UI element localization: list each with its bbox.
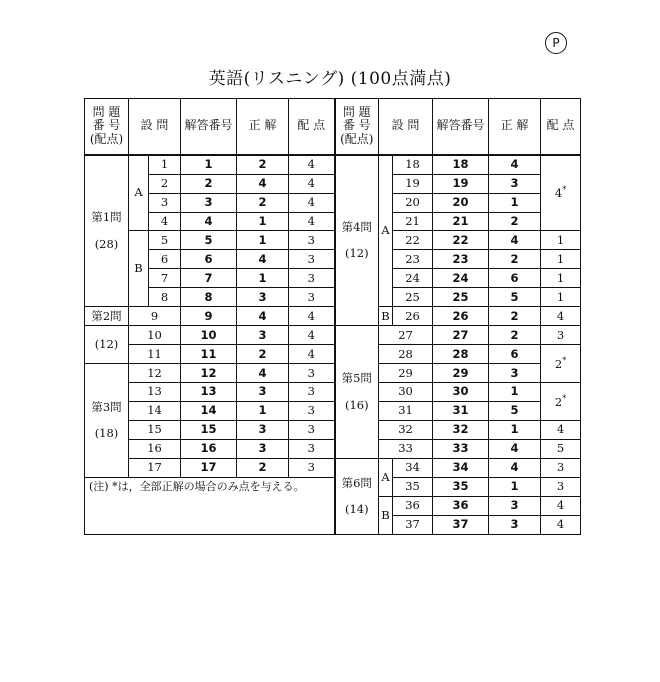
answer: 2 bbox=[237, 193, 289, 212]
subpart-b: B bbox=[129, 231, 149, 307]
table-row bbox=[85, 212, 581, 231]
question-number: 23 bbox=[393, 250, 433, 269]
question-number: 32 bbox=[379, 421, 433, 440]
question-number: 35 bbox=[393, 477, 433, 496]
answer-number: 2 bbox=[181, 174, 237, 193]
subpart-b: B bbox=[379, 307, 393, 326]
points: 5 bbox=[541, 439, 581, 458]
table-row bbox=[85, 250, 581, 269]
table-row bbox=[85, 364, 581, 383]
question-number: 5 bbox=[149, 231, 181, 250]
header-seikai: 正 解 bbox=[489, 99, 541, 155]
subpart-b: B bbox=[379, 496, 393, 534]
question-number: 2 bbox=[149, 174, 181, 193]
table-row bbox=[85, 193, 581, 212]
answer-number: 17 bbox=[181, 458, 237, 477]
section-5-cell: 第5問 (16) bbox=[335, 326, 379, 459]
answer: 4 bbox=[237, 174, 289, 193]
points: 4 bbox=[289, 307, 335, 326]
table-row bbox=[85, 421, 581, 440]
table-row bbox=[85, 345, 581, 364]
question-number: 8 bbox=[149, 288, 181, 307]
question-number: 7 bbox=[149, 269, 181, 288]
header-row bbox=[85, 99, 581, 155]
footnote: (注) *は，全部正解の場合のみ点を与える。 bbox=[85, 477, 335, 534]
points: 4 bbox=[289, 326, 335, 345]
answer: 3 bbox=[237, 383, 289, 402]
points-group: 4* bbox=[541, 155, 581, 231]
points: 1 bbox=[541, 288, 581, 307]
answer: 2 bbox=[237, 345, 289, 364]
question-number: 36 bbox=[393, 496, 433, 515]
points: 3 bbox=[289, 231, 335, 250]
p-circle-mark: P bbox=[545, 32, 567, 54]
answer-number: 11 bbox=[181, 345, 237, 364]
answer: 1 bbox=[237, 212, 289, 231]
answer: 1 bbox=[237, 269, 289, 288]
table-row bbox=[85, 155, 581, 175]
answer-number: 36 bbox=[433, 496, 489, 515]
answer: 3 bbox=[237, 326, 289, 345]
answer-number: 21 bbox=[433, 212, 489, 231]
answer-number: 6 bbox=[181, 250, 237, 269]
question-number: 6 bbox=[149, 250, 181, 269]
answer: 5 bbox=[489, 402, 541, 421]
section-6-cell: 第6問 (14) bbox=[335, 458, 379, 534]
table-row bbox=[85, 288, 581, 307]
question-number: 30 bbox=[379, 383, 433, 402]
question-number: 26 bbox=[393, 307, 433, 326]
answer: 1 bbox=[237, 231, 289, 250]
answer: 5 bbox=[489, 288, 541, 307]
question-number: 31 bbox=[379, 402, 433, 421]
header-setsumon: 設 問 bbox=[379, 99, 433, 155]
header-kaitou-bangou: 解答番号 bbox=[433, 99, 489, 155]
points: 3 bbox=[289, 250, 335, 269]
question-number: 20 bbox=[393, 193, 433, 212]
answer-number: 10 bbox=[181, 326, 237, 345]
subpart-a: A bbox=[379, 458, 393, 496]
table-row bbox=[85, 402, 581, 421]
question-number: 29 bbox=[379, 364, 433, 383]
answer-number: 27 bbox=[433, 326, 489, 345]
answer-number: 19 bbox=[433, 174, 489, 193]
table-row bbox=[85, 174, 581, 193]
question-number: 18 bbox=[393, 155, 433, 175]
points: 3 bbox=[289, 402, 335, 421]
points: 1 bbox=[541, 231, 581, 250]
answer: 1 bbox=[237, 402, 289, 421]
section-2-name: 第2問 bbox=[85, 307, 129, 326]
points: 4 bbox=[289, 345, 335, 364]
points: 4 bbox=[289, 174, 335, 193]
answer: 1 bbox=[489, 193, 541, 212]
question-number: 37 bbox=[393, 515, 433, 534]
answer-number: 13 bbox=[181, 383, 237, 402]
answer-number: 8 bbox=[181, 288, 237, 307]
subpart-a: A bbox=[129, 155, 149, 231]
points: 4 bbox=[541, 515, 581, 534]
answer-number: 37 bbox=[433, 515, 489, 534]
answer: 2 bbox=[237, 155, 289, 175]
question-number: 1 bbox=[149, 155, 181, 175]
answer-number: 30 bbox=[433, 383, 489, 402]
answer-number: 14 bbox=[181, 402, 237, 421]
points: 4 bbox=[541, 421, 581, 440]
question-number: 21 bbox=[393, 212, 433, 231]
answer: 4 bbox=[489, 231, 541, 250]
question-number: 27 bbox=[379, 326, 433, 345]
answer-number: 4 bbox=[181, 212, 237, 231]
answer-number: 20 bbox=[433, 193, 489, 212]
answer-number: 7 bbox=[181, 269, 237, 288]
question-number: 12 bbox=[129, 364, 181, 383]
answer: 3 bbox=[489, 364, 541, 383]
points: 4 bbox=[541, 496, 581, 515]
question-number: 25 bbox=[393, 288, 433, 307]
answer: 6 bbox=[489, 269, 541, 288]
table-row bbox=[85, 439, 581, 458]
header-haiten: 配 点 bbox=[541, 99, 581, 155]
header-kaitou-bangou: 解答番号 bbox=[181, 99, 237, 155]
points-group: 2* bbox=[541, 345, 581, 383]
answer-number: 15 bbox=[181, 421, 237, 440]
points: 3 bbox=[541, 477, 581, 496]
answer-number: 9 bbox=[181, 307, 237, 326]
answer: 2 bbox=[489, 307, 541, 326]
header-setsumon: 設 問 bbox=[129, 99, 181, 155]
answer-key-table bbox=[84, 98, 581, 535]
table-row bbox=[85, 231, 581, 250]
points: 3 bbox=[289, 364, 335, 383]
answer-number: 26 bbox=[433, 307, 489, 326]
points: 3 bbox=[289, 269, 335, 288]
answer-number: 28 bbox=[433, 345, 489, 364]
points: 3 bbox=[541, 458, 581, 477]
question-number: 13 bbox=[129, 383, 181, 402]
answer: 3 bbox=[489, 174, 541, 193]
section-1-cell: 第1問 (28) bbox=[85, 155, 129, 307]
points: 3 bbox=[289, 421, 335, 440]
answer-number: 3 bbox=[181, 193, 237, 212]
answer: 3 bbox=[237, 439, 289, 458]
table-row bbox=[85, 326, 581, 345]
answer: 3 bbox=[489, 515, 541, 534]
table-row bbox=[85, 269, 581, 288]
points-group: 2* bbox=[541, 383, 581, 421]
answer-number: 31 bbox=[433, 402, 489, 421]
question-number: 3 bbox=[149, 193, 181, 212]
points: 1 bbox=[541, 250, 581, 269]
points: 4 bbox=[289, 212, 335, 231]
answer: 4 bbox=[489, 439, 541, 458]
points: 3 bbox=[289, 439, 335, 458]
subpart-a: A bbox=[379, 155, 393, 307]
answer: 4 bbox=[489, 155, 541, 175]
question-number: 10 bbox=[129, 326, 181, 345]
answer-number: 18 bbox=[433, 155, 489, 175]
question-number: 4 bbox=[149, 212, 181, 231]
table-row bbox=[85, 383, 581, 402]
header-mondai: 問 題 番 号 (配点) bbox=[335, 99, 379, 155]
points: 4 bbox=[289, 155, 335, 175]
answer-number: 23 bbox=[433, 250, 489, 269]
answer: 1 bbox=[489, 477, 541, 496]
answer-number: 22 bbox=[433, 231, 489, 250]
answer: 6 bbox=[489, 345, 541, 364]
table-row bbox=[85, 307, 581, 326]
section-3-cell: 第3問 (18) bbox=[85, 364, 129, 478]
question-number: 22 bbox=[393, 231, 433, 250]
answer-number: 1 bbox=[181, 155, 237, 175]
points: 3 bbox=[541, 326, 581, 345]
question-number: 14 bbox=[129, 402, 181, 421]
answer: 4 bbox=[237, 364, 289, 383]
header-mondai: 問 題 番 号 (配点) bbox=[85, 99, 129, 155]
question-number: 24 bbox=[393, 269, 433, 288]
page-title: 英語(リスニング) (100点満点) bbox=[208, 69, 452, 89]
answer-number: 16 bbox=[181, 439, 237, 458]
answer-number: 29 bbox=[433, 364, 489, 383]
table-row bbox=[85, 458, 581, 477]
question-number: 16 bbox=[129, 439, 181, 458]
answer: 4 bbox=[237, 307, 289, 326]
answer: 4 bbox=[489, 458, 541, 477]
question-number: 19 bbox=[393, 174, 433, 193]
answer-number: 25 bbox=[433, 288, 489, 307]
answer: 4 bbox=[237, 250, 289, 269]
answer: 3 bbox=[237, 288, 289, 307]
points: 3 bbox=[289, 458, 335, 477]
table-row bbox=[85, 477, 581, 496]
answer: 2 bbox=[237, 458, 289, 477]
answer-number: 33 bbox=[433, 439, 489, 458]
answer-number: 35 bbox=[433, 477, 489, 496]
answer: 3 bbox=[237, 421, 289, 440]
points: 4 bbox=[289, 193, 335, 212]
answer: 2 bbox=[489, 250, 541, 269]
section-4-cell: 第4問 (12) bbox=[335, 155, 379, 326]
question-number: 11 bbox=[129, 345, 181, 364]
points: 3 bbox=[289, 288, 335, 307]
answer-number: 5 bbox=[181, 231, 237, 250]
points: 1 bbox=[541, 269, 581, 288]
question-number: 17 bbox=[129, 458, 181, 477]
question-number: 28 bbox=[379, 345, 433, 364]
answer-number: 32 bbox=[433, 421, 489, 440]
question-number: 33 bbox=[379, 439, 433, 458]
answer: 3 bbox=[489, 496, 541, 515]
section-2-points: (12) bbox=[85, 326, 129, 364]
answer-number: 34 bbox=[433, 458, 489, 477]
header-seikai: 正 解 bbox=[237, 99, 289, 155]
answer-number: 12 bbox=[181, 364, 237, 383]
question-number: 34 bbox=[393, 458, 433, 477]
header-haiten: 配 点 bbox=[289, 99, 335, 155]
answer: 1 bbox=[489, 383, 541, 402]
answer: 2 bbox=[489, 212, 541, 231]
question-number: 9 bbox=[129, 307, 181, 326]
answer: 1 bbox=[489, 421, 541, 440]
points: 3 bbox=[289, 383, 335, 402]
answer-number: 24 bbox=[433, 269, 489, 288]
question-number: 15 bbox=[129, 421, 181, 440]
points: 4 bbox=[541, 307, 581, 326]
answer: 2 bbox=[489, 326, 541, 345]
